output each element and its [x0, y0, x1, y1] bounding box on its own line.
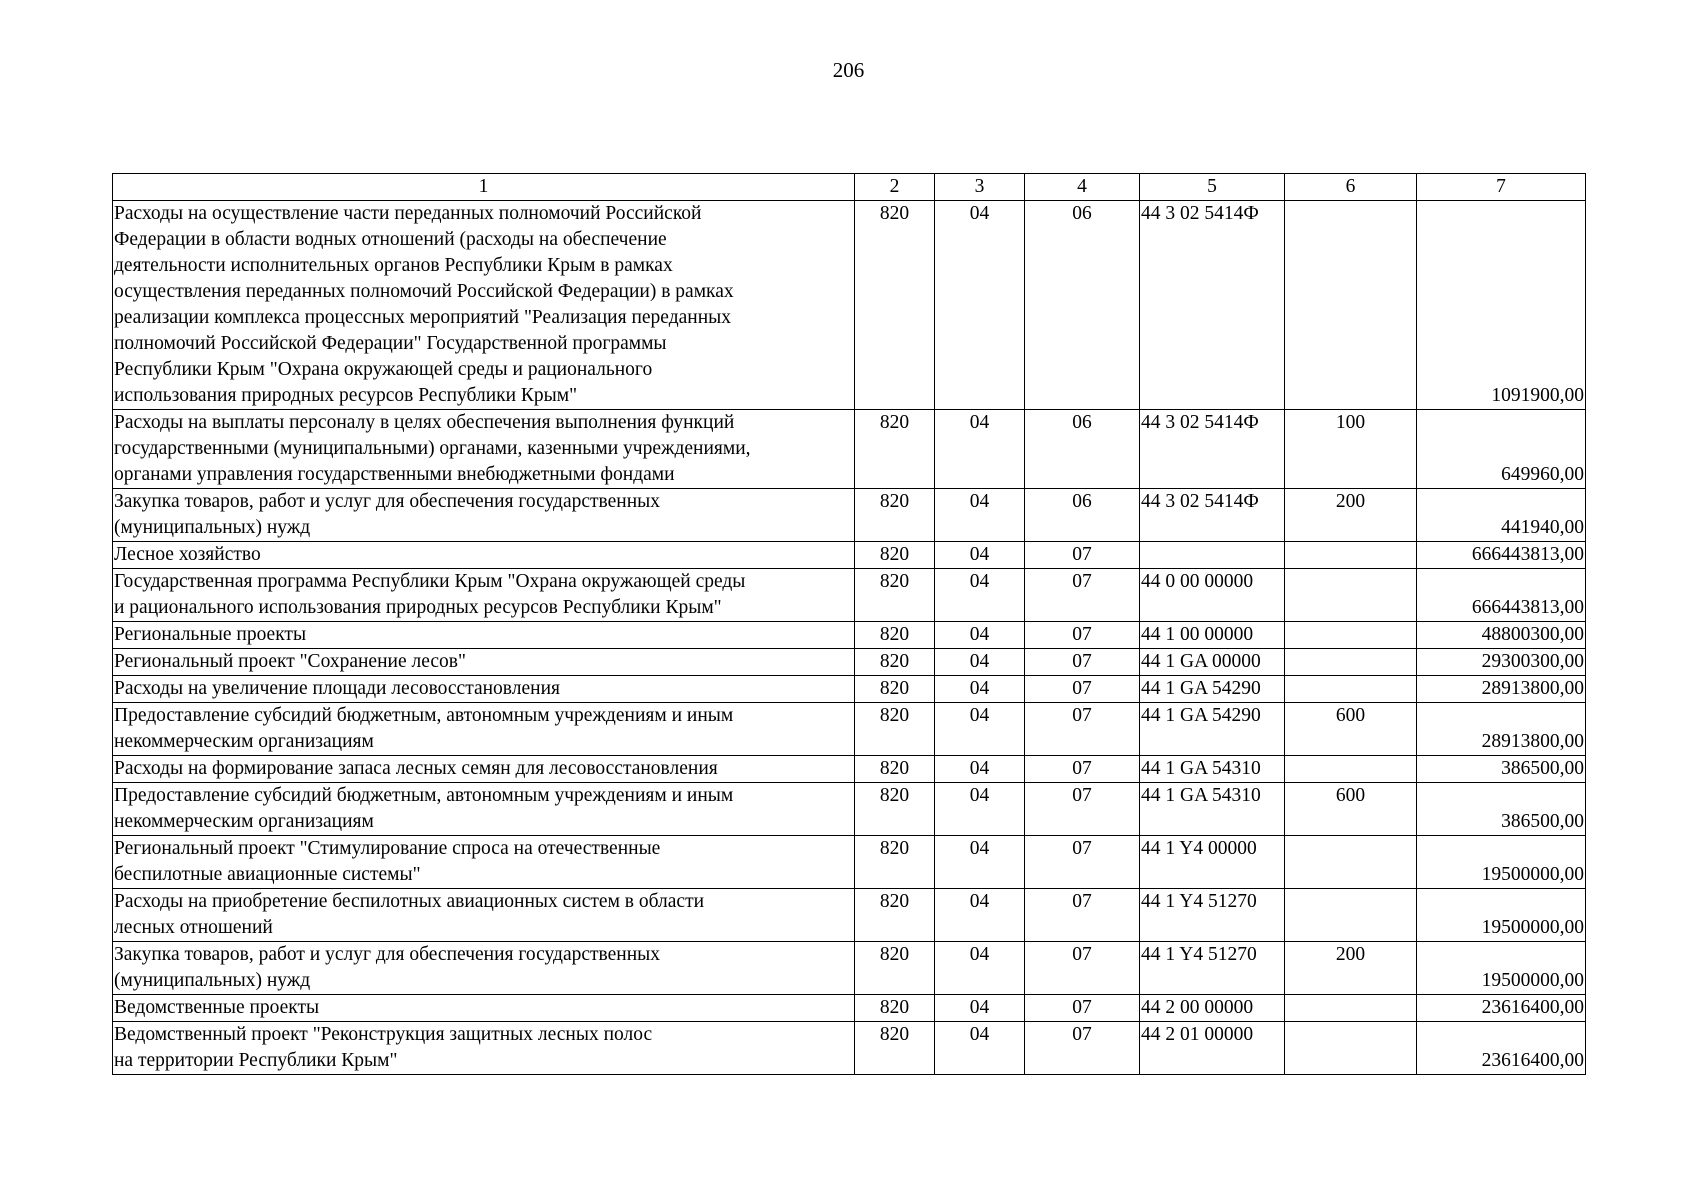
row-section-code: 04 [935, 703, 1025, 756]
header-col-4: 4 [1025, 174, 1140, 201]
row-section-code: 04 [935, 201, 1025, 410]
row-expense-type [1285, 995, 1417, 1022]
row-section-code: 04 [935, 410, 1025, 489]
row-amount: 386500,00 [1417, 783, 1586, 836]
row-expense-type [1285, 569, 1417, 622]
table-row [113, 410, 1586, 489]
row-subsection-code: 06 [1025, 201, 1140, 410]
row-expense-type [1285, 649, 1417, 676]
row-section-code: 04 [935, 889, 1025, 942]
row-amount: 19500000,00 [1417, 889, 1586, 942]
row-subsection-code: 07 [1025, 649, 1140, 676]
row-name: Региональный проект "Сохранение лесов" [113, 649, 855, 676]
table-row [113, 622, 1586, 649]
row-ministry-code: 820 [855, 889, 935, 942]
row-expense-type: 200 [1285, 942, 1417, 995]
row-expense-type [1285, 676, 1417, 703]
row-subsection-code: 06 [1025, 410, 1140, 489]
row-target-article: 44 1 Y4 00000 [1140, 836, 1285, 889]
header-row [113, 174, 1586, 201]
row-amount: 23616400,00 [1417, 995, 1586, 1022]
row-ministry-code: 820 [855, 542, 935, 569]
row-section-code: 04 [935, 942, 1025, 995]
row-amount: 19500000,00 [1417, 942, 1586, 995]
row-expense-type: 600 [1285, 783, 1417, 836]
row-name: Региональные проекты [113, 622, 855, 649]
row-amount: 48800300,00 [1417, 622, 1586, 649]
header-col-2: 2 [855, 174, 935, 201]
row-target-article: 44 1 GA 54310 [1140, 783, 1285, 836]
row-ministry-code: 820 [855, 622, 935, 649]
table-row [113, 836, 1586, 889]
row-section-code: 04 [935, 783, 1025, 836]
table-row [113, 1022, 1586, 1075]
row-amount: 649960,00 [1417, 410, 1586, 489]
row-name: Ведомственный проект "Реконструкция защитных лесных полос на территории Республики Крым" [113, 1022, 855, 1075]
row-section-code: 04 [935, 569, 1025, 622]
row-section-code: 04 [935, 995, 1025, 1022]
row-subsection-code: 07 [1025, 836, 1140, 889]
table-row [113, 889, 1586, 942]
row-section-code: 04 [935, 756, 1025, 783]
row-subsection-code: 07 [1025, 889, 1140, 942]
row-subsection-code: 07 [1025, 756, 1140, 783]
table-row [113, 201, 1586, 410]
table-row [113, 676, 1586, 703]
row-name: Региональный проект "Стимулирование спроса на отечественные беспилотные авиационные системы" [113, 836, 855, 889]
row-target-article: 44 2 01 00000 [1140, 1022, 1285, 1075]
row-ministry-code: 820 [855, 783, 935, 836]
table-row [113, 703, 1586, 756]
table-row [113, 995, 1586, 1022]
page-number: 206 [832, 58, 865, 82]
row-subsection-code: 07 [1025, 676, 1140, 703]
row-section-code: 04 [935, 836, 1025, 889]
row-name: Расходы на приобретение беспилотных авиационных систем в области лесных отношений [113, 889, 855, 942]
row-target-article: 44 3 02 5414Ф [1140, 410, 1285, 489]
row-subsection-code: 07 [1025, 783, 1140, 836]
row-ministry-code: 820 [855, 836, 935, 889]
row-name: Предоставление субсидий бюджетным, автономным учреждениям и иным некоммерческим организациям [113, 703, 855, 756]
row-target-article: 44 2 00 00000 [1140, 995, 1285, 1022]
row-name: Расходы на увеличение площади лесовосстановления [113, 676, 855, 703]
row-amount: 666443813,00 [1417, 542, 1586, 569]
row-ministry-code: 820 [855, 489, 935, 542]
row-section-code: 04 [935, 676, 1025, 703]
row-ministry-code: 820 [855, 569, 935, 622]
row-section-code: 04 [935, 489, 1025, 542]
row-amount: 1091900,00 [1417, 201, 1586, 410]
row-section-code: 04 [935, 542, 1025, 569]
row-ministry-code: 820 [855, 649, 935, 676]
header-col-6: 6 [1285, 174, 1417, 201]
row-target-article: 44 3 02 5414Ф [1140, 201, 1285, 410]
table-row [113, 569, 1586, 622]
row-subsection-code: 07 [1025, 542, 1140, 569]
row-subsection-code: 07 [1025, 703, 1140, 756]
row-expense-type [1285, 756, 1417, 783]
row-expense-type [1285, 1022, 1417, 1075]
row-expense-type: 100 [1285, 410, 1417, 489]
row-target-article [1140, 542, 1285, 569]
row-subsection-code: 07 [1025, 1022, 1140, 1075]
row-expense-type [1285, 622, 1417, 649]
row-amount: 666443813,00 [1417, 569, 1586, 622]
row-ministry-code: 820 [855, 1022, 935, 1075]
row-target-article: 44 1 GA 54290 [1140, 703, 1285, 756]
row-section-code: 04 [935, 649, 1025, 676]
row-target-article: 44 1 GA 00000 [1140, 649, 1285, 676]
row-ministry-code: 820 [855, 410, 935, 489]
row-name: Предоставление субсидий бюджетным, автономным учреждениям и иным некоммерческим организациям [113, 783, 855, 836]
table-body [113, 201, 1586, 1075]
row-name: Расходы на выплаты персоналу в целях обеспечения выполнения функций государственными (муниципальными) органами, казенными учреждениями, органами управления государственными внебюджетными фондами [113, 410, 855, 489]
row-expense-type [1285, 889, 1417, 942]
row-ministry-code: 820 [855, 995, 935, 1022]
row-name: Государственная программа Республики Крым "Охрана окружающей среды и рационального использования природных ресурсов Республики Крым" [113, 569, 855, 622]
row-subsection-code: 07 [1025, 942, 1140, 995]
row-expense-type [1285, 836, 1417, 889]
row-amount: 28913800,00 [1417, 703, 1586, 756]
row-amount: 28913800,00 [1417, 676, 1586, 703]
row-section-code: 04 [935, 622, 1025, 649]
table-row [113, 489, 1586, 542]
row-ministry-code: 820 [855, 942, 935, 995]
table-row [113, 542, 1586, 569]
row-expense-type: 600 [1285, 703, 1417, 756]
row-target-article: 44 1 GA 54290 [1140, 676, 1285, 703]
row-name: Расходы на формирование запаса лесных семян для лесовосстановления [113, 756, 855, 783]
header-col-1: 1 [113, 174, 855, 201]
row-ministry-code: 820 [855, 703, 935, 756]
row-amount: 29300300,00 [1417, 649, 1586, 676]
row-target-article: 44 1 GA 54310 [1140, 756, 1285, 783]
row-amount: 19500000,00 [1417, 836, 1586, 889]
row-ministry-code: 820 [855, 676, 935, 703]
row-section-code: 04 [935, 1022, 1025, 1075]
row-name: Расходы на осуществление части переданных полномочий Российской Федерации в области водных отношений (расходы на обеспечение деятельности исполнительных органов Республики Крым в рамках осуществления переданных полномочий Российской Федерации) в рамках реализации комплекса процессных мероприятий "Реализация переданных полномочий Российской Федерации" Государственной программы Республики Крым "Охрана окружающей среды и рационального использования природных ресурсов Республики Крым" [113, 201, 855, 410]
row-name: Закупка товаров, работ и услуг для обеспечения государственных (муниципальных) нужд [113, 489, 855, 542]
row-subsection-code: 07 [1025, 569, 1140, 622]
row-expense-type [1285, 542, 1417, 569]
row-target-article: 44 1 00 00000 [1140, 622, 1285, 649]
row-amount: 441940,00 [1417, 489, 1586, 542]
header-col-5: 5 [1140, 174, 1285, 201]
row-name: Ведомственные проекты [113, 995, 855, 1022]
row-subsection-code: 06 [1025, 489, 1140, 542]
row-target-article: 44 3 02 5414Ф [1140, 489, 1285, 542]
row-expense-type: 200 [1285, 489, 1417, 542]
row-name: Лесное хозяйство [113, 542, 855, 569]
table-row [113, 783, 1586, 836]
row-subsection-code: 07 [1025, 622, 1140, 649]
row-amount: 386500,00 [1417, 756, 1586, 783]
budget-table [112, 173, 1586, 1075]
row-subsection-code: 07 [1025, 995, 1140, 1022]
row-ministry-code: 820 [855, 756, 935, 783]
header-col-3: 3 [935, 174, 1025, 201]
row-target-article: 44 1 Y4 51270 [1140, 942, 1285, 995]
table-row [113, 649, 1586, 676]
row-target-article: 44 0 00 00000 [1140, 569, 1285, 622]
table-row [113, 942, 1586, 995]
row-expense-type [1285, 201, 1417, 410]
table-row [113, 756, 1586, 783]
row-target-article: 44 1 Y4 51270 [1140, 889, 1285, 942]
header-col-7: 7 [1417, 174, 1586, 201]
row-name: Закупка товаров, работ и услуг для обеспечения государственных (муниципальных) нужд [113, 942, 855, 995]
row-amount: 23616400,00 [1417, 1022, 1586, 1075]
row-ministry-code: 820 [855, 201, 935, 410]
